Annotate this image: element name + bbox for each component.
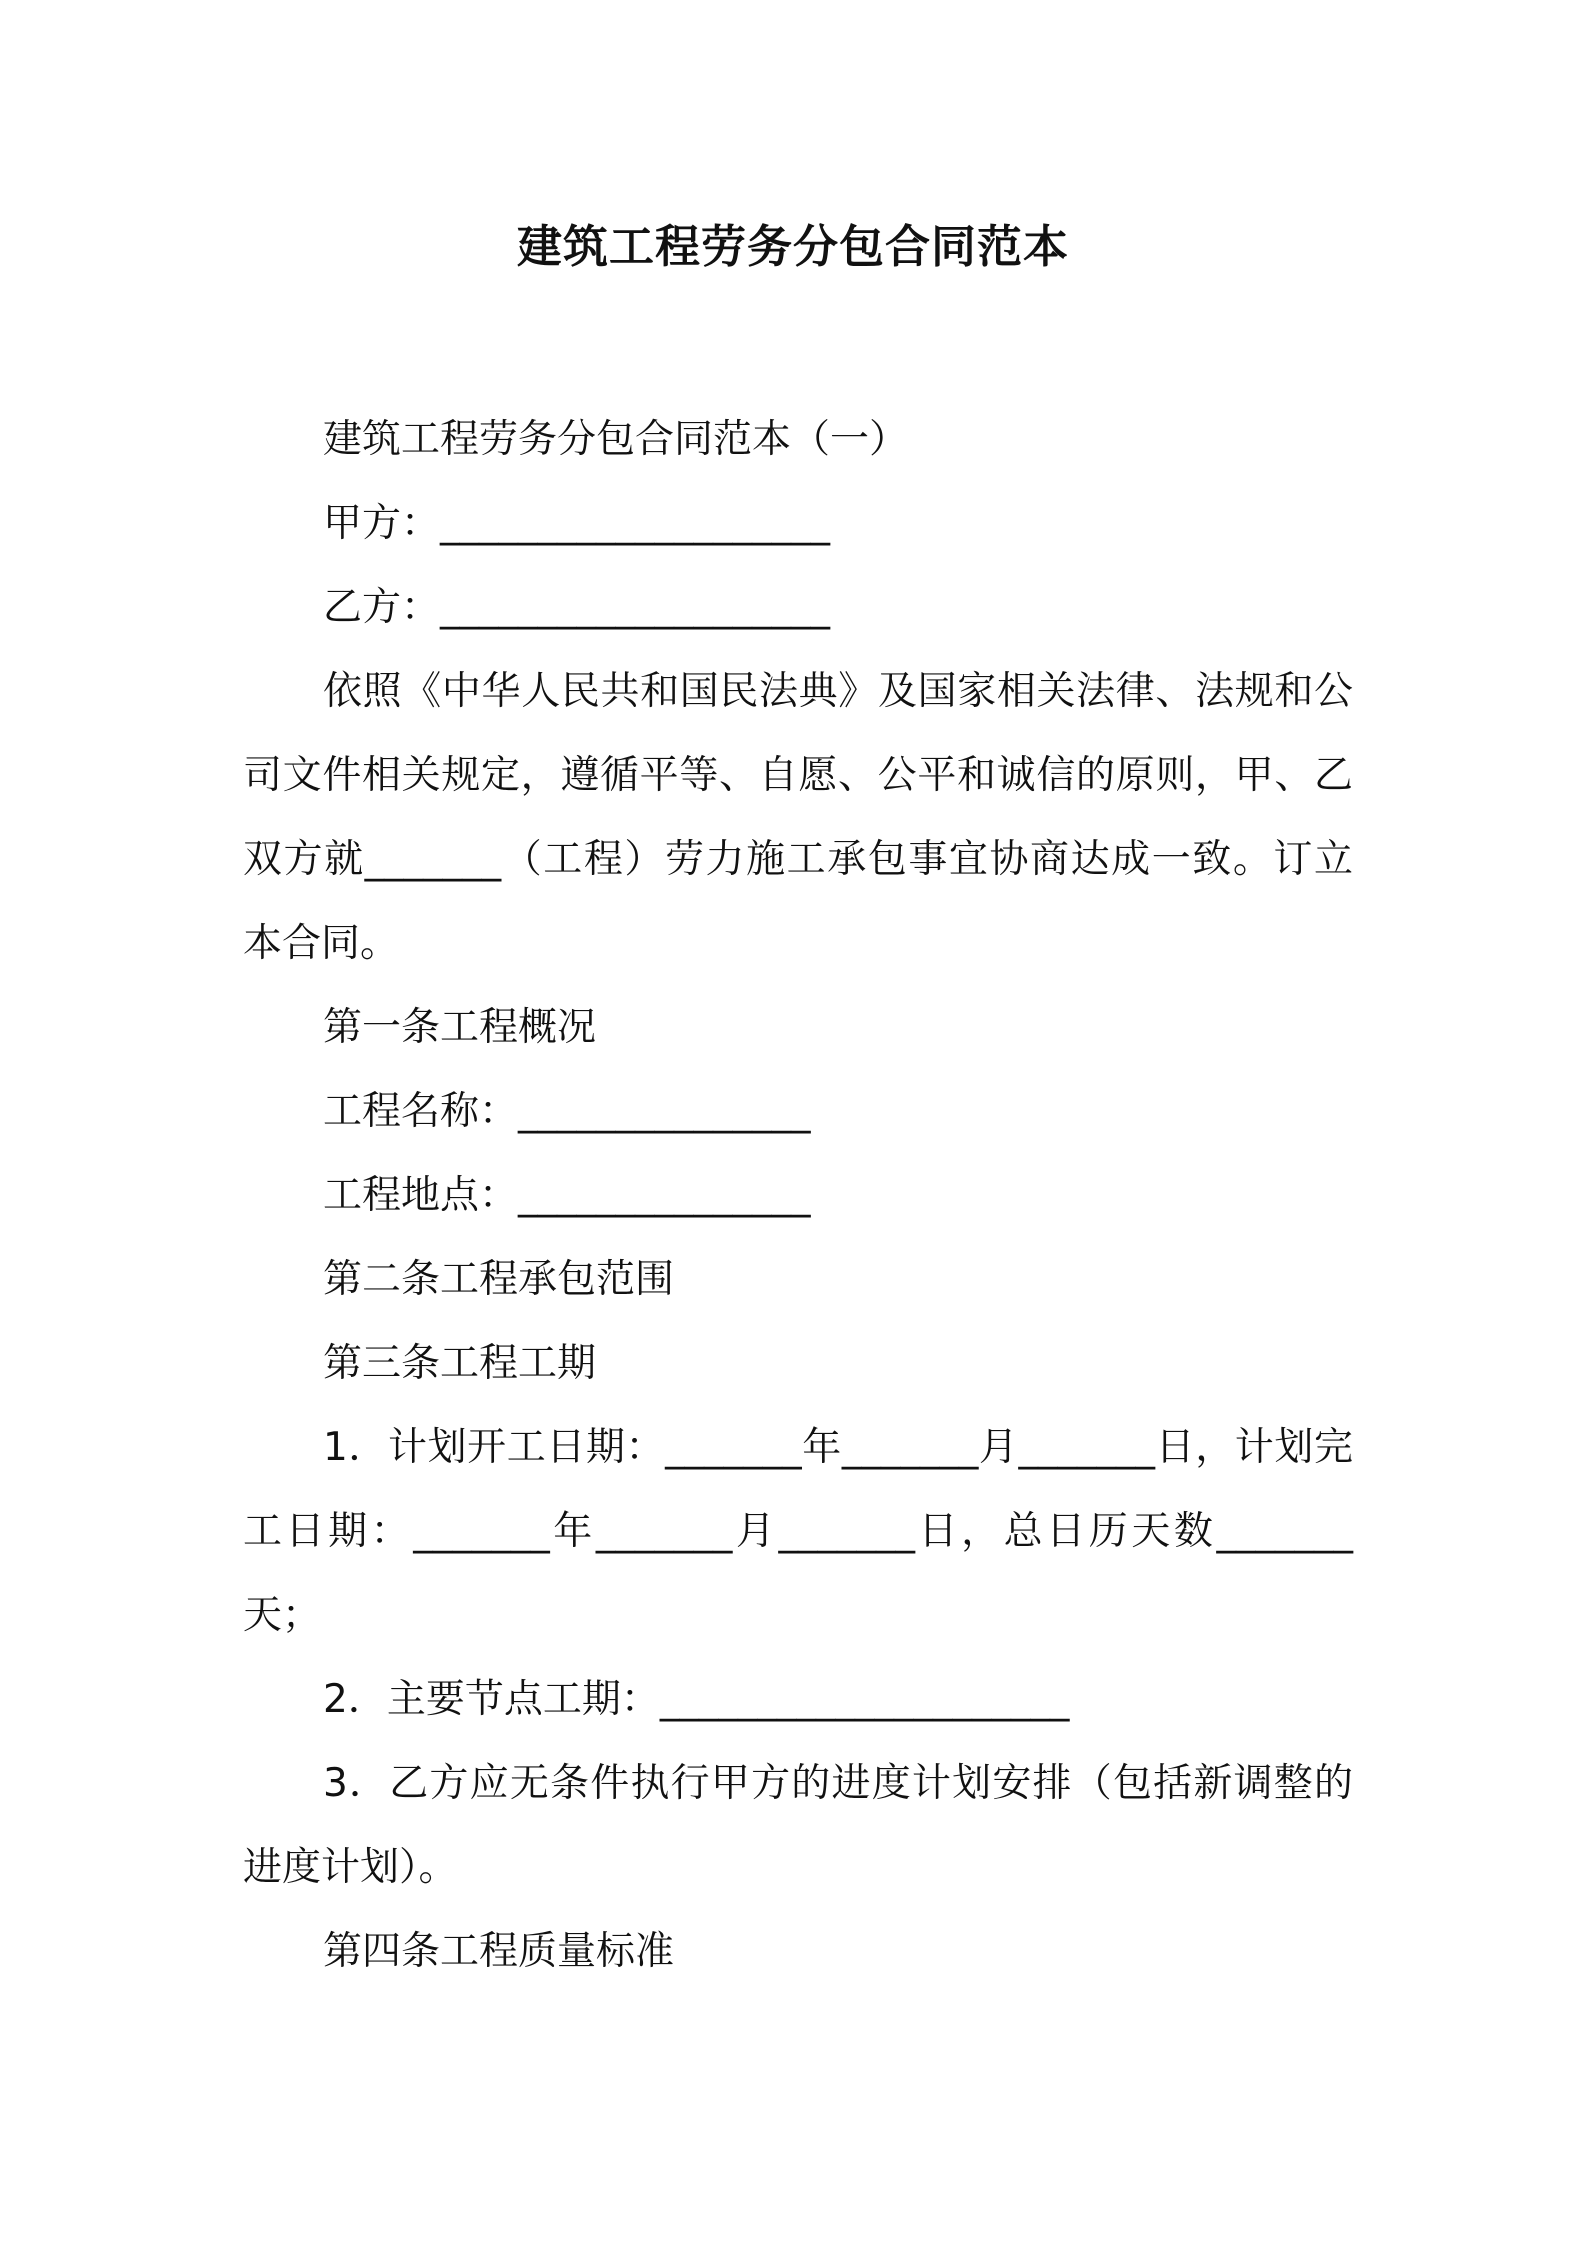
- contract-subtitle: 建筑工程劳务分包合同范本（一）: [323, 417, 909, 462]
- schedule-item-3: 3．乙方应无条件执行甲方的进度计划安排（包括新调整的进度计划）。: [243, 1761, 1353, 1890]
- article-4-heading: 第四条工程质量标准: [323, 1929, 675, 1974]
- party-b-line: 乙方：____________________: [323, 585, 831, 630]
- article-3-heading: 第三条工程工期: [323, 1341, 597, 1386]
- article-2-heading: 第二条工程承包范围: [323, 1257, 675, 1302]
- document-title: 建筑工程劳务分包合同范本: [516, 220, 1069, 273]
- article-1-heading: 第一条工程概况: [323, 1005, 597, 1050]
- schedule-item-2: 2．主要节点工期：_____________________: [323, 1677, 1070, 1722]
- preamble-paragraph: 依照《中华人民共和国民法典》及国家相关法律、法规和公司文件相关规定，遵循平等、自愿、公平和诚信的原则，甲、乙双方就_______（工程）劳力施工承包事宜协商达成一致。订立本合同。: [243, 669, 1353, 966]
- document-body: [243, 398, 1353, 1994]
- project-location-line: 工程地点：_______________: [323, 1173, 811, 1218]
- project-name-line: 工程名称：_______________: [323, 1089, 811, 1134]
- party-a-line: 甲方：____________________: [323, 501, 831, 546]
- schedule-item-1: 1．计划开工日期：_______年_______月_______日，计划完工日期：_______年_______月_______日，总日历天数_______天；: [243, 1425, 1353, 1638]
